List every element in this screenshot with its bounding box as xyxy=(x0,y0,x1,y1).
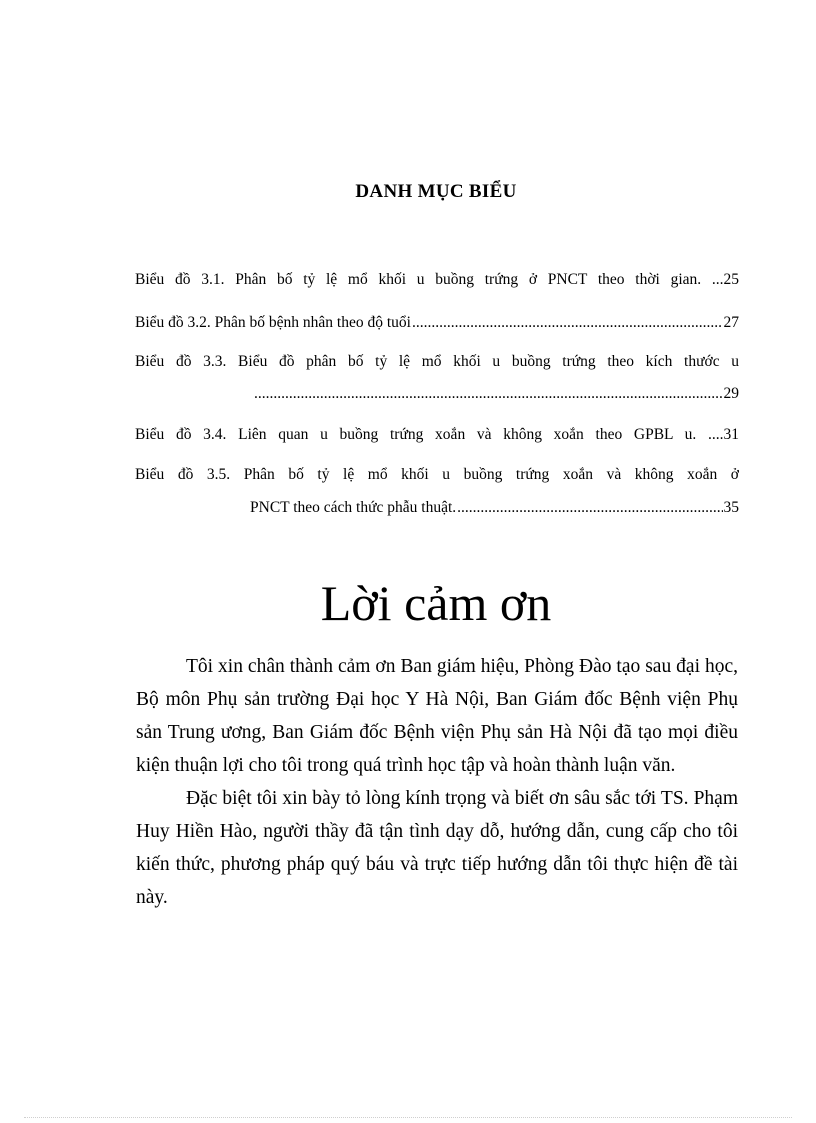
chart-entry-text: Biểu đồ 3.2. Phân bố bệnh nhân theo độ tuổi xyxy=(135,314,411,331)
chart-entry-page: 27 xyxy=(723,314,739,331)
dot-leader xyxy=(412,313,723,333)
chart-entry-text: PNCT theo cách thức phẫu thuật. xyxy=(250,499,457,516)
list-of-charts-title: DANH MỤC BIỂU xyxy=(355,181,517,202)
chart-entry-3-5[interactable] xyxy=(135,465,739,485)
chart-entry-3-3[interactable] xyxy=(135,352,739,372)
chart-entry-page: 35 xyxy=(723,499,739,516)
chart-entry-3-4[interactable] xyxy=(135,425,739,445)
chart-entry-3-1[interactable] xyxy=(135,270,739,290)
chart-entry-text: Biểu đồ 3.4. Liên quan u buồng trứng xoắn và không xoắn theo GPBL u. ....31 xyxy=(135,426,739,443)
chart-entry-page: 29 xyxy=(723,385,739,402)
chart-entry-3-2[interactable] xyxy=(135,313,739,333)
page-bottom-divider xyxy=(24,1117,792,1118)
acknowledgement-paragraph: Đặc biệt tôi xin bày tỏ lòng kính trọng và biết ơn sâu sắc tới TS. Phạm Huy Hiền Hào, người thầy đã tận tình dạy dỗ, hướng dẫn, cung cấp cho tôi kiến thức, phương pháp quý báu và trực tiếp hướng dẫn tôi thực hiện đề tài này. xyxy=(136,788,738,908)
acknowledgement-paragraph: Tôi xin chân thành cảm ơn Ban giám hiệu, Phòng Đào tạo sau đại học, Bộ môn Phụ sản trường Đại học Y Hà Nội, Ban Giám đốc Bệnh viện Phụ sản Trung ương, Ban Giám đốc Bệnh viện Phụ sản Hà Nội đã tạo mọi điều kiện thuận lợi cho tôi trong quá trình học tập và hoàn thành luận văn. xyxy=(136,656,738,776)
acknowledgement-body xyxy=(136,650,738,914)
chart-entry-text: Biểu đồ 3.5. Phân bố tỷ lệ mổ khối u buồng trứng xoắn và không xoắn ở xyxy=(135,466,739,483)
dot-leader xyxy=(457,498,722,518)
chart-entry-3-5-continuation[interactable] xyxy=(250,498,739,518)
chart-entry-text: Biểu đồ 3.1. Phân bố tỷ lệ mổ khối u buồng trứng ở PNCT theo thời gian. ...25 xyxy=(135,271,739,288)
dot-leader xyxy=(254,384,723,404)
chart-entry-text: Biểu đồ 3.3. Biểu đồ phân bố tỷ lệ mổ khối u buồng trứng theo kích thước u xyxy=(135,353,739,370)
chart-entry-3-3-continuation[interactable] xyxy=(253,384,739,404)
acknowledgement-title: Lời cảm ơn xyxy=(320,575,552,631)
